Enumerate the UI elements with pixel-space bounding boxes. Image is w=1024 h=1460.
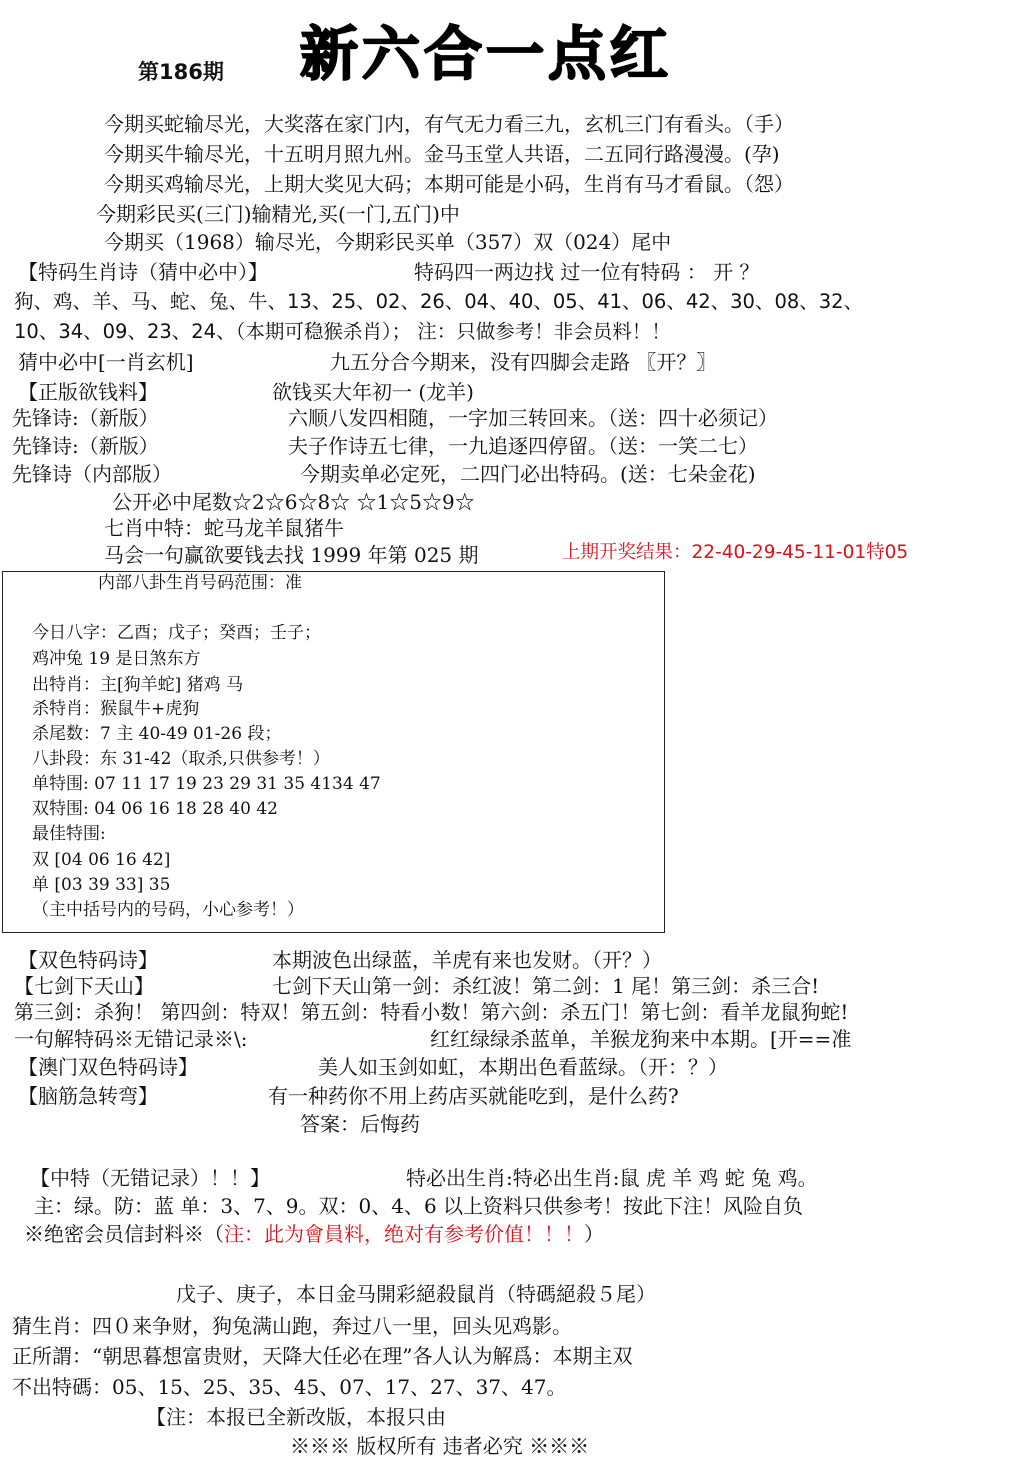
box-line: 最佳特围:	[32, 824, 106, 844]
box-line: 双特围: 04 06 16 18 28 40 42	[32, 799, 278, 819]
footer: ※※※ 版权所有 违者必究 ※※※	[290, 1434, 590, 1458]
main-line: 主：绿。防：蓝 单：3、7、9。双：0、4、6 以上资料只供参考！按此下注！风险自负	[34, 1194, 804, 1218]
last-result: 上期开奖结果：22-40-29-45-11-01特05	[562, 542, 909, 563]
tail-numbers: 公开必中尾数☆2☆6☆8☆ ☆1☆5☆9☆	[112, 490, 475, 514]
two-color-text: 本期波色出绿蓝，羊虎有来也发财。（开？）	[272, 948, 662, 972]
pioneer-text-2: 夫子作诗五七律，一九追逐四停留。（送：一笑二七）	[288, 434, 758, 458]
one-sentence-text: 红红绿绿杀蓝单，羊猴龙狗来中本期。[开==准	[430, 1027, 852, 1051]
horse-line: 马会一句赢欲要钱去找 1999 年第 025 期	[104, 543, 479, 567]
box-line: 鸡冲兔 19 是日煞东方	[32, 649, 201, 669]
pioneer-text-1: 六顺八发四相随，一字加三转回来。（送：四十必须记）	[288, 406, 778, 430]
seven-zodiac: 七肖中特：蛇马龙羊鼠猪牛	[104, 516, 344, 540]
pioneer-label-3: 先锋诗（内部版）	[12, 462, 172, 486]
riddle-label: 【脑筋急转弯】	[18, 1084, 158, 1108]
secret-line	[24, 1222, 604, 1246]
box-line: 八卦段：东 31-42（取杀,只供参考！）	[32, 749, 330, 769]
pioneer-label-1: 先锋诗:（新版）	[12, 406, 159, 430]
zhongte-text: 特必出生肖:特必出生肖:鼠 虎 羊 鸡 蛇 兔 鸡。	[406, 1166, 818, 1190]
intro-line-4: 今期彩民买(三门)输精光,买(一门,五门)中	[96, 202, 460, 226]
intro-line-3: 今期买鸡输尽光，上期大奖见大码；本期可能是小码，生肖有马才看鼠。（怨）	[104, 172, 794, 196]
box-line: 杀特肖：猴鼠牛+虎狗	[32, 699, 200, 719]
box-line: 双 [04 06 16 42]	[32, 850, 171, 870]
special-poem-text: 特码四一两边找 过一位有特码 ： 开 ？	[414, 260, 760, 284]
one-sentence-label: 一句解特码※无错记录※\:	[14, 1027, 248, 1051]
guess-zodiac: 猜生肖：四０来争财，狗兔满山跑，奔过八一里，回头见鸡影。	[12, 1314, 572, 1338]
box-line: 出特肖：主[狗羊蛇] 猪鸡 马	[32, 675, 244, 695]
box-line: 杀尾数：7 主 40-49 01-26 段；	[32, 724, 282, 744]
guess-label: 猜中必中[一肖玄机]	[18, 350, 194, 374]
intro-line-1: 今期买蛇输尽光，大奖落在家门内，有气无力看三九，玄机三门有看头。（手）	[104, 112, 794, 136]
genuine-label: 【正版欲钱料】	[18, 380, 158, 404]
seven-swords-text: 七剑下天山第一剑：杀红波！第二剑：1 尾！第三剑：杀三合!	[272, 974, 820, 998]
not-out: 不出特碼：05、15、25、35、45、07、17、27、37、47。	[12, 1375, 567, 1399]
box-line: 单特围: 07 11 17 19 23 29 31 35 4134 47	[32, 774, 381, 794]
saying: 正所謂：“朝思暮想富贵财，天降大任必在理”各人认为解爲：本期主双	[12, 1344, 633, 1368]
secret-close: ）	[584, 1222, 604, 1246]
seven-swords-label: 【七剑下天山】	[14, 974, 154, 998]
number-row-1: 狗、鸡、羊、马、蛇、兔、牛、13、25、02、26、04、40、05、41、06、42、30、08、32、	[14, 290, 864, 313]
page-title: 新六合一点红	[300, 20, 673, 88]
macau-text: 美人如玉剑如虹，本期出色看蓝绿。（开：？）	[318, 1055, 728, 1079]
box-title: 内部八卦生肖号码范围：准	[98, 573, 302, 593]
box-line: （主中括号内的号码，小心参考！）	[32, 900, 304, 920]
secret-red-note: 注：此为會員料，绝对有参考价值！！！	[224, 1222, 584, 1246]
guess-text: 九五分合今期来，没有四脚会走路 〖开？〗	[330, 350, 717, 374]
zhongte-label: 【中特（无错记录）！！】	[30, 1166, 270, 1190]
issue-number: 第186期	[138, 60, 224, 84]
riddle-text: 有一种药你不用上药店买就能吃到，是什么药?	[268, 1084, 679, 1108]
genuine-text: 欲钱买大年初一 (龙羊)	[272, 380, 474, 404]
number-row-2: 10、34、09、23、24、（本期可稳猴杀肖）； 注：只做参考！非会员料！！	[14, 320, 671, 343]
kill-line: 戊子、庚子，本日金马開彩絕殺鼠肖（特碼絕殺５尾）	[176, 1282, 656, 1306]
macau-label: 【澳门双色特码诗】	[18, 1055, 198, 1079]
intro-line-2: 今期买牛输尽光，十五明月照九州。金马玉堂人共语，二五同行路漫漫。(孕)	[104, 142, 780, 166]
intro-line-5: 今期买（1968）输尽光，今期彩民买单（357）双（024）尾中	[104, 230, 672, 254]
secret-label: ※绝密会员信封料※（	[24, 1222, 224, 1246]
special-poem-label: 【特码生肖诗（猜中必中）】	[18, 260, 268, 284]
box-line: 单 [03 39 33] 35	[32, 875, 171, 895]
riddle-answer: 答案：后悔药	[300, 1112, 420, 1136]
swords-row-2: 第三剑：杀狗！ 第四剑：特双！第五剑：特看小数！第六剑：杀五门！第七剑：看羊龙鼠狗蛇!	[14, 1000, 849, 1024]
pioneer-text-3: 今期卖单必定死，二四门必出特码。(送：七朵金花)	[300, 462, 756, 486]
pioneer-label-2: 先锋诗:（新版）	[12, 434, 159, 458]
two-color-label: 【双色特码诗】	[18, 948, 158, 972]
note: 【注：本报已全新改版，本报只由	[146, 1405, 446, 1429]
box-line: 今日八字：乙酉；戊子；癸酉；壬子；	[32, 623, 321, 643]
